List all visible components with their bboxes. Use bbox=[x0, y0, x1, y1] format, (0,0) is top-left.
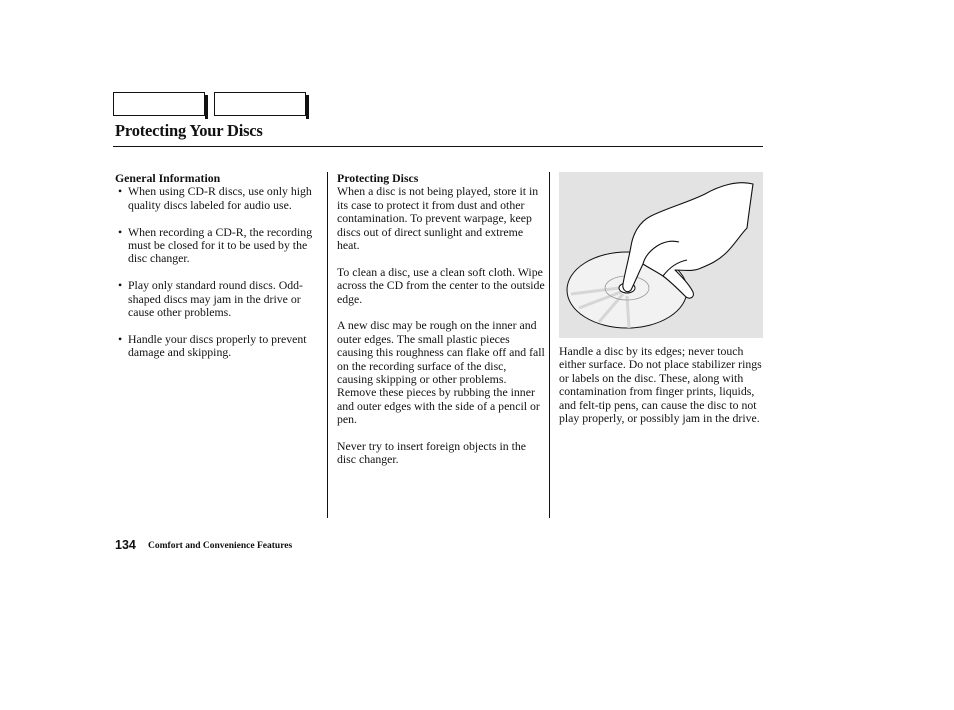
list-item: • Play only standard round discs. Odd-shaped discs may jam in the drive or cause other problems. bbox=[115, 279, 323, 319]
list-item: • When using CD-R discs, use only high quality discs labeled for audio use. bbox=[115, 185, 323, 212]
protecting-discs-column bbox=[337, 172, 545, 480]
paragraph: To clean a disc, use a clean soft cloth. Wipe across the CD from the center to the outside edge. bbox=[337, 264, 545, 306]
page-number: 134 bbox=[115, 538, 136, 552]
protecting-discs-heading: Protecting Discs bbox=[337, 171, 419, 185]
paragraph: A new disc may be rough on the inner and outer edges. The small plastic pieces causing this roughness can flake off and fall on the recording surface of the disc, causing skipping or other problems. Remove these pieces by rubbing the inner and outer edges with the side of a pencil or pen. bbox=[337, 318, 545, 427]
column-divider bbox=[327, 172, 328, 518]
header-tab-right bbox=[214, 92, 306, 116]
column-divider bbox=[549, 172, 550, 518]
list-item: • Handle your discs properly to prevent damage and skipping. bbox=[115, 333, 323, 360]
general-information-column bbox=[115, 172, 323, 373]
page-title: Protecting Your Discs bbox=[115, 121, 263, 140]
figure-caption bbox=[559, 345, 763, 439]
section-name: Comfort and Convenience Features bbox=[148, 541, 293, 551]
paragraph: When a disc is not being played, store it in its case to protect it from dust and other contamination. To prevent warpage, keep discs out of direct sunlight and extreme heat. bbox=[337, 184, 539, 253]
header-tab-left bbox=[113, 92, 205, 116]
list-item: • When recording a CD-R, the recording must be closed for it to be used by the disc changer. bbox=[115, 226, 323, 266]
caption-text: Handle a disc by its edges; never touch either surface. Do not place stabilizer rings or labels on the disc. These, along with contamination from finger prints, liquids, and felt-tip pens, can cause the disc to not play properly, or possibly jam in the drive. bbox=[559, 344, 762, 426]
general-information-heading: General Information bbox=[115, 171, 221, 185]
paragraph: Never try to insert foreign objects in the disc changer. bbox=[337, 439, 527, 467]
general-information-list bbox=[115, 185, 323, 359]
disc-handling-illustration bbox=[559, 172, 763, 338]
title-rule bbox=[113, 146, 763, 147]
